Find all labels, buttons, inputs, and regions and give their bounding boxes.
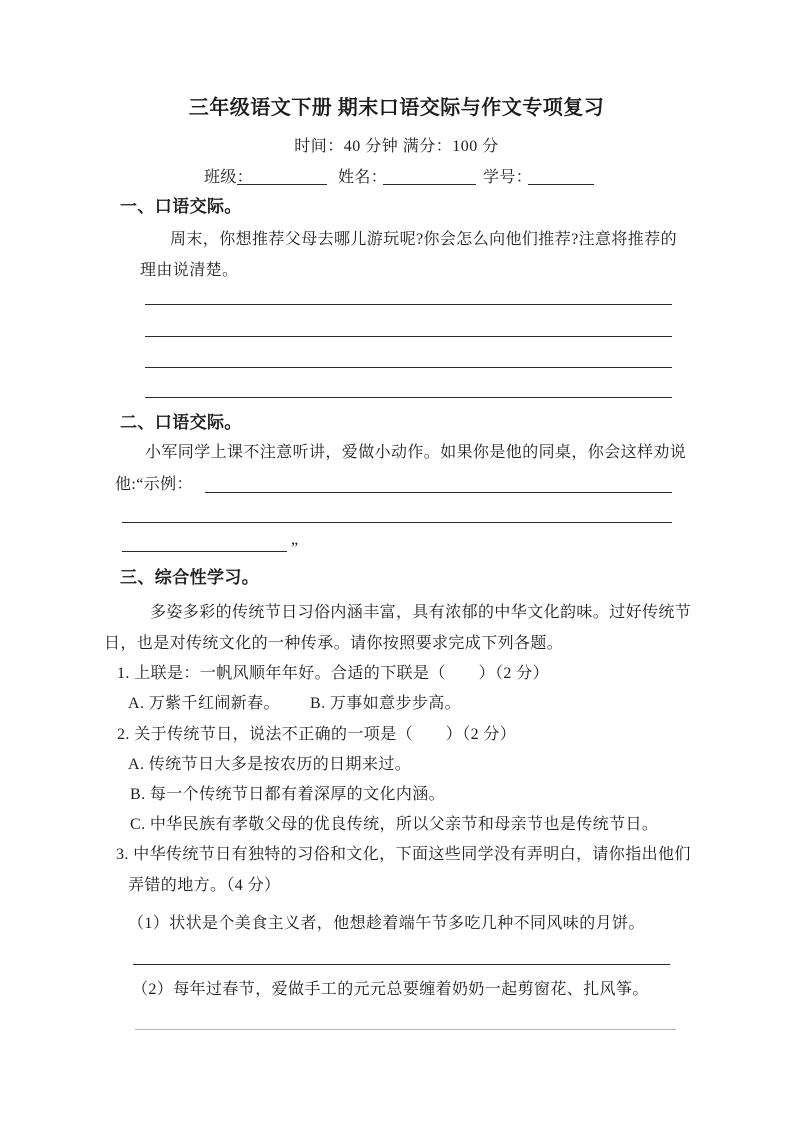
q2-option-b: B. 每一个传统节日都有着深厚的文化内涵。 [130,786,446,803]
page-title: 三年级语文下册 期末口语交际与作文专项复习 [188,97,605,119]
class-blank[interactable] [237,184,327,185]
answer-line[interactable] [145,367,672,368]
q3-stem-line2: 弄错的地方。（4 分） [128,877,281,894]
closing-quote: ” [291,540,299,557]
answer-line[interactable] [145,397,672,398]
section2-prompt-line1: 小军同学上课不注意听讲，爱做小动作。如果你是他的同桌，你会这样劝说 [145,444,687,461]
q1-option-a: A. 万紫千红闹新春。 [128,695,280,712]
q3-item1-answer-line[interactable] [133,964,670,965]
answer-line[interactable] [122,522,672,523]
q3-item2: （2）每年过春节，爱做手工的元元总要缠着奶奶一起剪窗花、扎风筝。 [132,981,649,998]
section1-prompt-line1: 周末，你想推荐父母去哪儿游玩呢?你会怎么向他们推荐?注意将推荐的 [170,231,678,248]
section2-heading: 二、口语交际。 [120,413,242,432]
q3-stem-line1: 3. 中华传统节日有独特的习俗和文化，下面这些同学没有弄明白，请你指出他们 [116,846,691,863]
answer-line-short[interactable] [122,551,287,552]
inline-answer-line[interactable] [205,492,672,493]
q2-option-c: C. 中华民族有孝敬父母的优良传统，所以父亲节和母亲节也是传统节日。 [130,816,659,833]
q2-option-a: A. 传统节日大多是按农历的日期来过。 [128,756,412,773]
answer-line[interactable] [145,336,672,337]
section3-heading: 三、综合性学习。 [120,568,260,587]
section1-heading: 一、口语交际。 [120,197,242,216]
exam-meta: 时间：40 分钟 满分：100 分 [294,138,499,155]
q3-item2-answer-line[interactable] [135,1029,676,1030]
student-id-blank[interactable] [528,184,594,185]
name-field-label: 姓名： [338,169,388,186]
section2-prompt-prefix: 他:“示例： [115,476,193,493]
name-blank[interactable] [383,184,476,185]
q2-stem: 2. 关于传统节日，说法不正确的一项是（ ）（2 分） [117,726,517,743]
class-field-label: 班级： [204,169,254,186]
q1-option-b: B. 万事如意步步高。 [310,695,462,712]
section3-intro-line1: 多姿多彩的传统节日习俗内涵丰富，具有浓郁的中华文化韵味。过好传统节 [150,604,692,621]
q3-item1: （1）状状是个美食主义者，他想趁着端午节多吃几种不同风味的月饼。 [128,915,645,932]
student-id-label: 学号： [483,169,533,186]
answer-line[interactable] [145,304,672,305]
section1-prompt-line2: 理由说清楚。 [140,262,239,279]
q1-stem: 1. 上联是：一帆风顺年年好。合适的下联是（ ）（2 分） [117,665,550,682]
section3-intro-line2: 日，也是对传统文化的一种传承。请你按照要求完成下列各题。 [104,635,564,652]
